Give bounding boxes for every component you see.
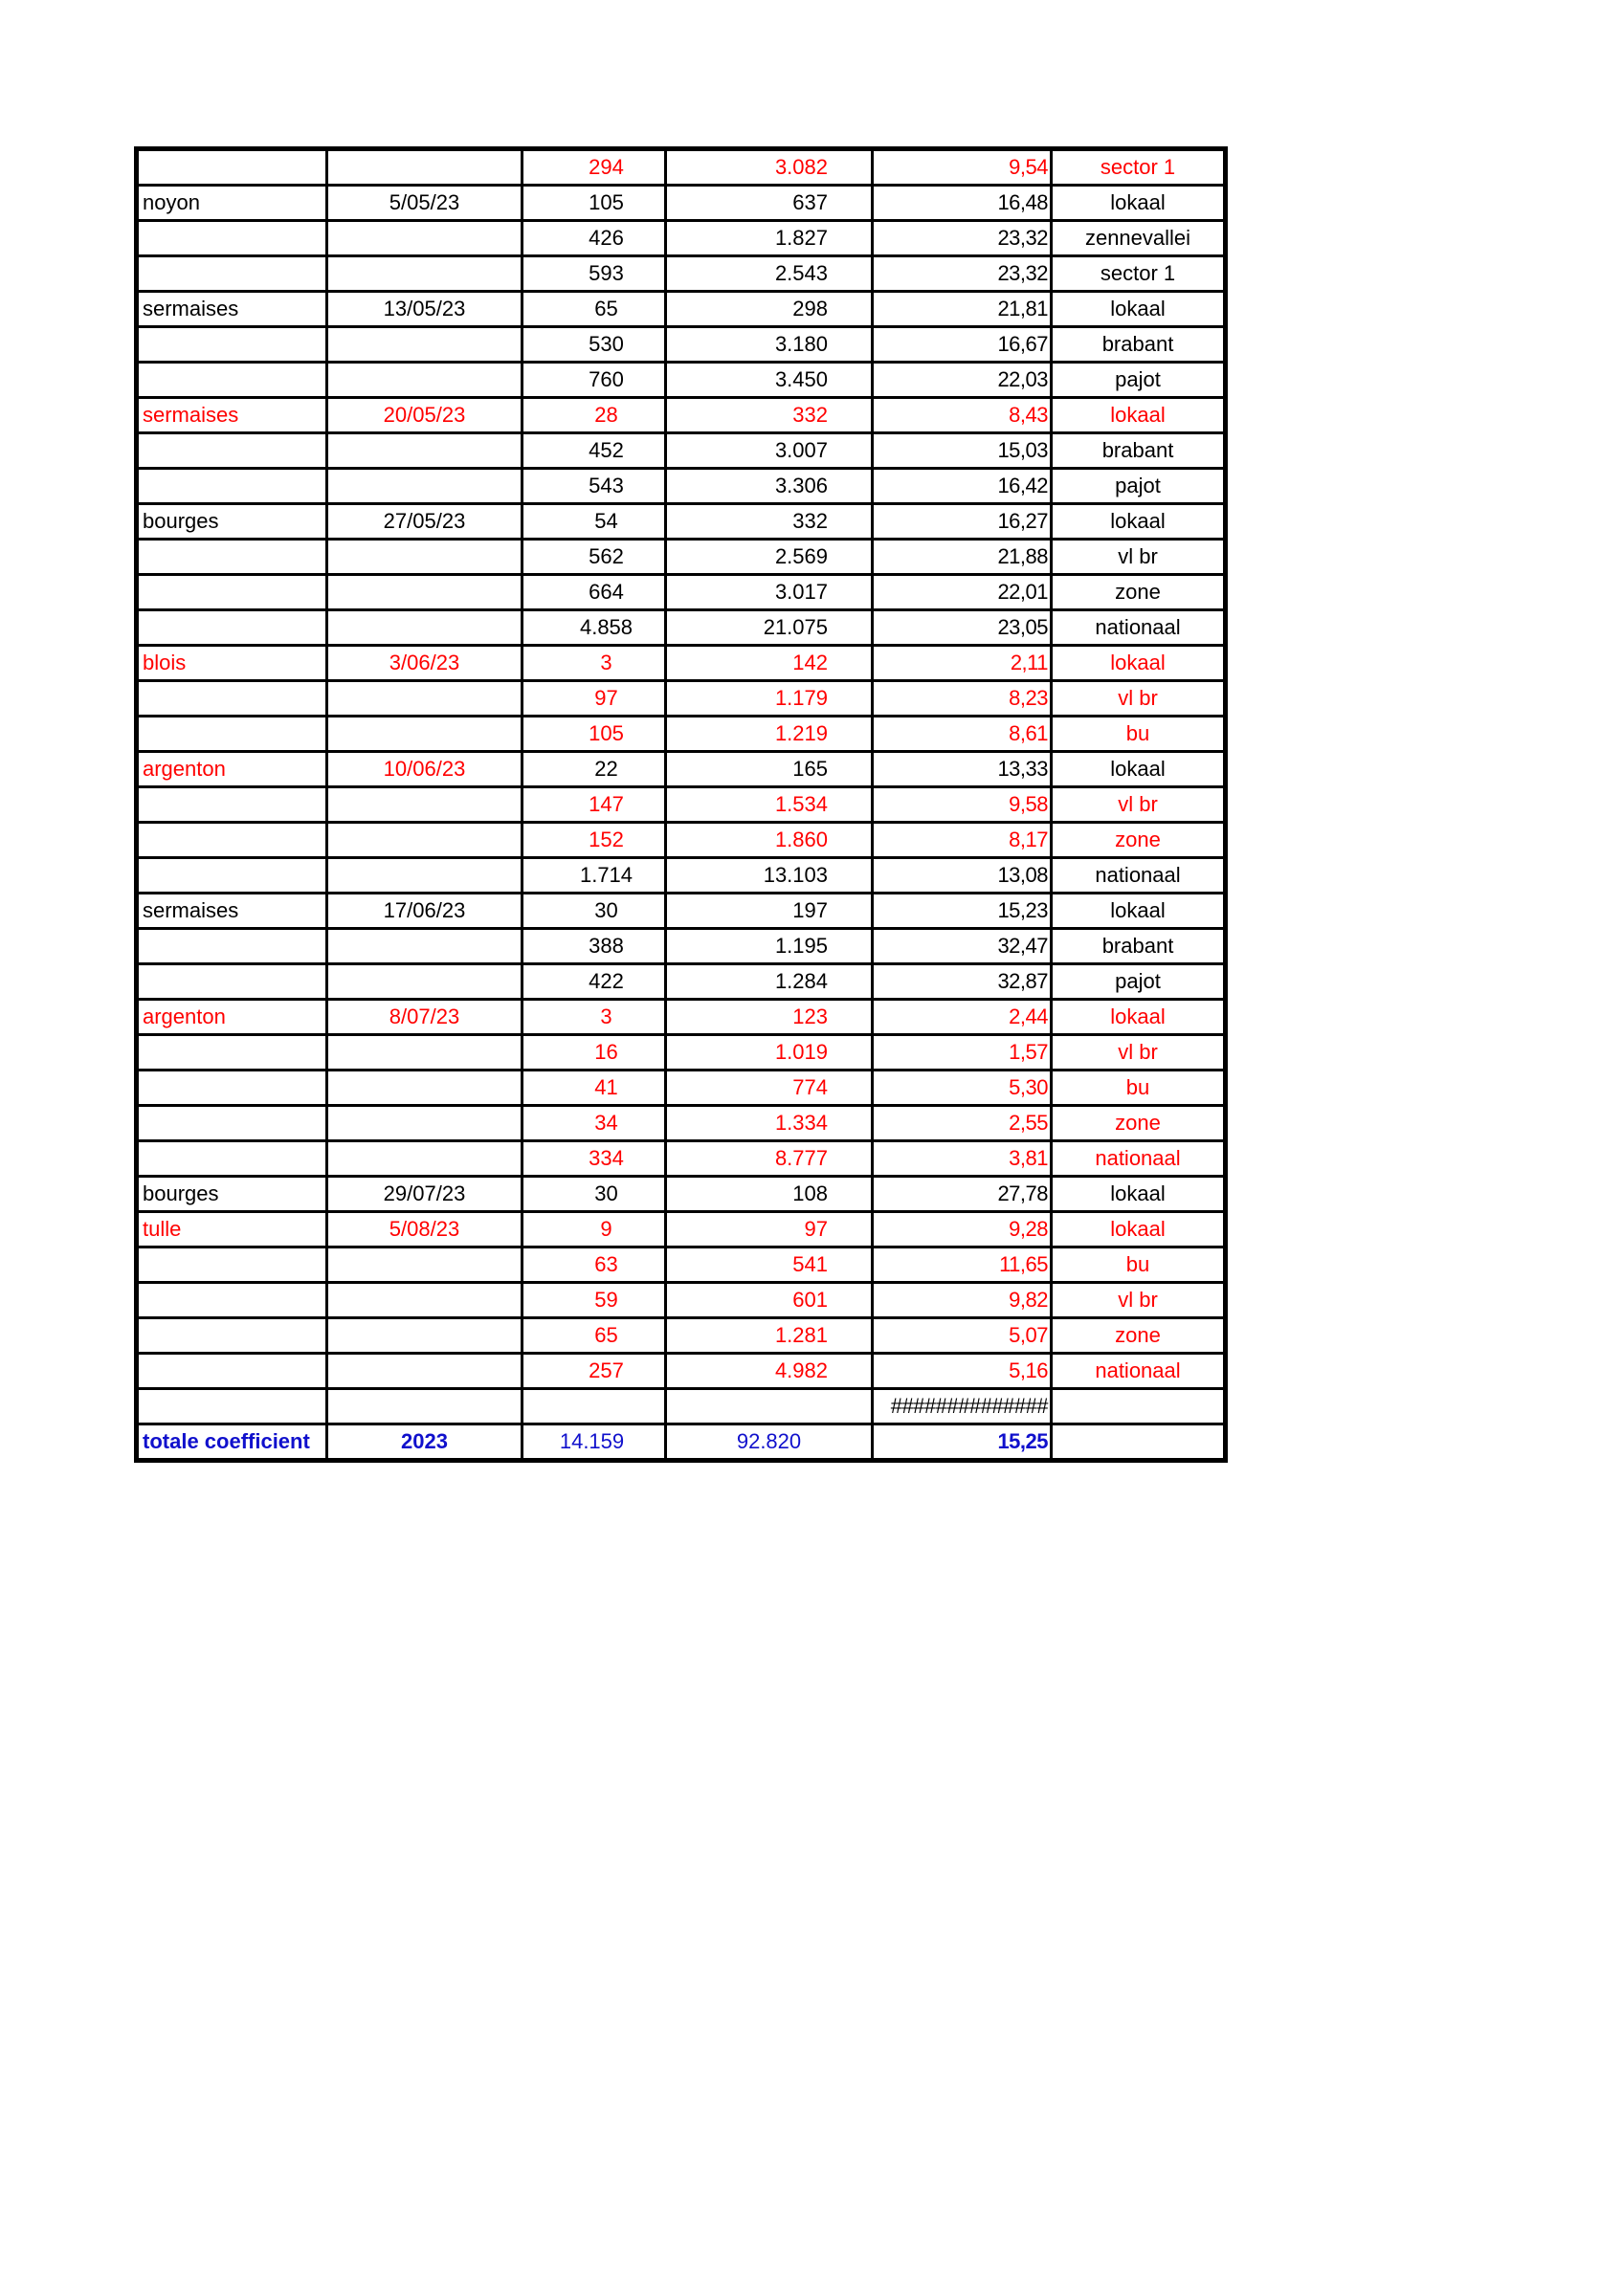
- total-cell: 197: [666, 894, 873, 929]
- table-row: [137, 540, 1226, 575]
- count-cell: 59: [522, 1283, 666, 1318]
- table-row: [137, 398, 1226, 433]
- category-cell: vl br: [1052, 1035, 1226, 1071]
- category-cell: brabant: [1052, 327, 1226, 363]
- coefficient-cell: 13,33: [873, 752, 1052, 787]
- count-cell: 257: [522, 1354, 666, 1389]
- total-cell: 774: [666, 1071, 873, 1106]
- date-cell: [327, 433, 522, 469]
- coefficient-cell: 32,47: [873, 929, 1052, 964]
- location-cell: bourges: [137, 504, 327, 540]
- total-cell: 8.777: [666, 1141, 873, 1177]
- location-cell: sermaises: [137, 398, 327, 433]
- count-cell: 63: [522, 1247, 666, 1283]
- count-cell: 105: [522, 717, 666, 752]
- table-row: [137, 504, 1226, 540]
- count-cell: 388: [522, 929, 666, 964]
- location-cell: tulle: [137, 1212, 327, 1247]
- category-cell: lokaal: [1052, 186, 1226, 221]
- table-row: [137, 433, 1226, 469]
- coefficient-cell: 15,23: [873, 894, 1052, 929]
- location-cell: [137, 787, 327, 823]
- table-row: [137, 1247, 1226, 1283]
- table-row: [137, 787, 1226, 823]
- location-cell: [137, 363, 327, 398]
- table-row: [137, 681, 1226, 717]
- category-cell: brabant: [1052, 929, 1226, 964]
- category-cell: pajot: [1052, 964, 1226, 1000]
- coefficient-cell: 5,30: [873, 1071, 1052, 1106]
- date-cell: 3/06/23: [327, 646, 522, 681]
- category-cell: nationaal: [1052, 1141, 1226, 1177]
- category-cell: vl br: [1052, 1283, 1226, 1318]
- total-cell: 13.103: [666, 858, 873, 894]
- count-cell: 530: [522, 327, 666, 363]
- total-a: 14.159: [522, 1424, 666, 1461]
- table-row: [137, 717, 1226, 752]
- coefficient-cell: 11,65: [873, 1247, 1052, 1283]
- category-cell: lokaal: [1052, 504, 1226, 540]
- coefficient-cell: 3,81: [873, 1141, 1052, 1177]
- category-cell: nationaal: [1052, 1354, 1226, 1389]
- table-row: [137, 929, 1226, 964]
- coefficient-cell: 16,27: [873, 504, 1052, 540]
- table-row: [137, 1212, 1226, 1247]
- coefficient-cell: 5,16: [873, 1354, 1052, 1389]
- total-cell: [666, 1389, 873, 1424]
- date-cell: [327, 858, 522, 894]
- location-cell: sermaises: [137, 292, 327, 327]
- category-cell: lokaal: [1052, 1000, 1226, 1035]
- location-cell: [137, 221, 327, 256]
- total-cell: 1.534: [666, 787, 873, 823]
- coefficient-cell: 8,43: [873, 398, 1052, 433]
- date-cell: [327, 1247, 522, 1283]
- category-cell: zone: [1052, 823, 1226, 858]
- coefficient-cell: 9,28: [873, 1212, 1052, 1247]
- date-cell: 13/05/23: [327, 292, 522, 327]
- date-cell: [327, 964, 522, 1000]
- count-cell: 30: [522, 1177, 666, 1212]
- date-cell: [327, 1071, 522, 1106]
- coefficient-cell: 2,55: [873, 1106, 1052, 1141]
- coefficient-cell: 5,07: [873, 1318, 1052, 1354]
- location-cell: [137, 823, 327, 858]
- location-cell: [137, 149, 327, 186]
- date-cell: [327, 1141, 522, 1177]
- category-cell: nationaal: [1052, 610, 1226, 646]
- table-row: [137, 1035, 1226, 1071]
- table-row: [137, 292, 1226, 327]
- table-row: [137, 610, 1226, 646]
- count-cell: 334: [522, 1141, 666, 1177]
- category-cell: lokaal: [1052, 894, 1226, 929]
- total-cell: 3.450: [666, 363, 873, 398]
- total-cell: 541: [666, 1247, 873, 1283]
- total-cell: 142: [666, 646, 873, 681]
- total-cell: 1.281: [666, 1318, 873, 1354]
- category-cell: nationaal: [1052, 858, 1226, 894]
- table-row: [137, 149, 1226, 186]
- table-row: [137, 1000, 1226, 1035]
- count-cell: 65: [522, 1318, 666, 1354]
- total-row: [137, 1424, 1226, 1461]
- date-cell: [327, 1354, 522, 1389]
- total-cell: 298: [666, 292, 873, 327]
- count-cell: 562: [522, 540, 666, 575]
- coefficient-cell: 21,88: [873, 540, 1052, 575]
- total-cell: 3.007: [666, 433, 873, 469]
- count-cell: 452: [522, 433, 666, 469]
- count-cell: 1.714: [522, 858, 666, 894]
- location-cell: noyon: [137, 186, 327, 221]
- location-cell: [137, 964, 327, 1000]
- count-cell: 760: [522, 363, 666, 398]
- count-cell: 105: [522, 186, 666, 221]
- location-cell: [137, 575, 327, 610]
- location-cell: argenton: [137, 752, 327, 787]
- total-label: totale coefficient: [137, 1424, 327, 1461]
- table-row: [137, 1071, 1226, 1106]
- count-cell: 9: [522, 1212, 666, 1247]
- table-row: [137, 327, 1226, 363]
- count-cell: 664: [522, 575, 666, 610]
- coefficient-cell: 22,03: [873, 363, 1052, 398]
- coefficient-cell: 16,48: [873, 186, 1052, 221]
- location-cell: [137, 858, 327, 894]
- table-row: [137, 646, 1226, 681]
- count-cell: 41: [522, 1071, 666, 1106]
- total-cell: 123: [666, 1000, 873, 1035]
- coefficient-cell: 21,81: [873, 292, 1052, 327]
- total-year: 2023: [327, 1424, 522, 1461]
- count-cell: 54: [522, 504, 666, 540]
- category-cell: brabant: [1052, 433, 1226, 469]
- table-row: [137, 823, 1226, 858]
- location-cell: [137, 1389, 327, 1424]
- total-cell: 1.284: [666, 964, 873, 1000]
- total-cell: 601: [666, 1283, 873, 1318]
- coefficient-cell: 23,05: [873, 610, 1052, 646]
- total-cell: 1.334: [666, 1106, 873, 1141]
- category-cell: zennevallei: [1052, 221, 1226, 256]
- location-cell: [137, 929, 327, 964]
- date-cell: [327, 1389, 522, 1424]
- location-cell: [137, 610, 327, 646]
- table-row: [137, 894, 1226, 929]
- location-cell: argenton: [137, 1000, 327, 1035]
- category-cell: vl br: [1052, 787, 1226, 823]
- date-cell: [327, 1035, 522, 1071]
- category-cell: sector 1: [1052, 256, 1226, 292]
- count-cell: 97: [522, 681, 666, 717]
- location-cell: [137, 1283, 327, 1318]
- results-table-body: [137, 149, 1226, 1424]
- coefficient-cell: 23,32: [873, 221, 1052, 256]
- category-cell: lokaal: [1052, 398, 1226, 433]
- total-cell: 108: [666, 1177, 873, 1212]
- category-cell: bu: [1052, 1071, 1226, 1106]
- category-cell: bu: [1052, 1247, 1226, 1283]
- count-cell: 422: [522, 964, 666, 1000]
- count-cell: 22: [522, 752, 666, 787]
- date-cell: [327, 929, 522, 964]
- category-cell: vl br: [1052, 681, 1226, 717]
- coefficient-cell: 9,58: [873, 787, 1052, 823]
- table-row: [137, 363, 1226, 398]
- date-cell: 17/06/23: [327, 894, 522, 929]
- table-row: [137, 1106, 1226, 1141]
- total-cell: 1.195: [666, 929, 873, 964]
- total-cell: 3.180: [666, 327, 873, 363]
- total-cell: 3.017: [666, 575, 873, 610]
- results-table: [134, 146, 1228, 1463]
- count-cell: 3: [522, 1000, 666, 1035]
- total-b: 92.820: [666, 1424, 873, 1461]
- count-cell: 426: [522, 221, 666, 256]
- category-cell: bu: [1052, 717, 1226, 752]
- table-row: [137, 1141, 1226, 1177]
- total-cell: 1.827: [666, 221, 873, 256]
- date-cell: [327, 540, 522, 575]
- coefficient-cell: ##############: [873, 1389, 1052, 1424]
- date-cell: [327, 1318, 522, 1354]
- location-cell: bourges: [137, 1177, 327, 1212]
- category-cell: zone: [1052, 575, 1226, 610]
- date-cell: 5/08/23: [327, 1212, 522, 1247]
- total-cell: 97: [666, 1212, 873, 1247]
- coefficient-cell: 9,82: [873, 1283, 1052, 1318]
- total-cell: 1.860: [666, 823, 873, 858]
- coefficient-cell: 22,01: [873, 575, 1052, 610]
- table-row: [137, 221, 1226, 256]
- coefficient-cell: 16,67: [873, 327, 1052, 363]
- table-row: [137, 1283, 1226, 1318]
- category-cell: [1052, 1389, 1226, 1424]
- category-cell: lokaal: [1052, 1177, 1226, 1212]
- count-cell: 16: [522, 1035, 666, 1071]
- location-cell: [137, 1071, 327, 1106]
- date-cell: [327, 823, 522, 858]
- total-cell: 332: [666, 504, 873, 540]
- category-cell: lokaal: [1052, 752, 1226, 787]
- coefficient-cell: 15,03: [873, 433, 1052, 469]
- count-cell: 3: [522, 646, 666, 681]
- table-row: [137, 1389, 1226, 1424]
- date-cell: [327, 610, 522, 646]
- date-cell: 29/07/23: [327, 1177, 522, 1212]
- location-cell: blois: [137, 646, 327, 681]
- date-cell: [327, 1283, 522, 1318]
- location-cell: [137, 1141, 327, 1177]
- location-cell: [137, 1247, 327, 1283]
- date-cell: [327, 787, 522, 823]
- total-cell: 3.082: [666, 149, 873, 186]
- total-coefficient: 15,25: [873, 1424, 1052, 1461]
- category-cell: vl br: [1052, 540, 1226, 575]
- location-cell: [137, 681, 327, 717]
- count-cell: 147: [522, 787, 666, 823]
- date-cell: 5/05/23: [327, 186, 522, 221]
- count-cell: 294: [522, 149, 666, 186]
- total-cell: 165: [666, 752, 873, 787]
- date-cell: [327, 469, 522, 504]
- location-cell: [137, 540, 327, 575]
- location-cell: sermaises: [137, 894, 327, 929]
- category-cell: zone: [1052, 1106, 1226, 1141]
- coefficient-cell: 8,23: [873, 681, 1052, 717]
- date-cell: 27/05/23: [327, 504, 522, 540]
- table-row: [137, 964, 1226, 1000]
- category-cell: lokaal: [1052, 292, 1226, 327]
- count-cell: 65: [522, 292, 666, 327]
- total-category: [1052, 1424, 1226, 1461]
- count-cell: 593: [522, 256, 666, 292]
- coefficient-cell: 2,44: [873, 1000, 1052, 1035]
- date-cell: 20/05/23: [327, 398, 522, 433]
- total-cell: 332: [666, 398, 873, 433]
- coefficient-cell: 8,61: [873, 717, 1052, 752]
- coefficient-cell: 1,57: [873, 1035, 1052, 1071]
- table-row: [137, 1354, 1226, 1389]
- total-cell: 3.306: [666, 469, 873, 504]
- location-cell: [137, 1318, 327, 1354]
- category-cell: zone: [1052, 1318, 1226, 1354]
- date-cell: 10/06/23: [327, 752, 522, 787]
- coefficient-cell: 2,11: [873, 646, 1052, 681]
- coefficient-cell: 27,78: [873, 1177, 1052, 1212]
- total-cell: 2.569: [666, 540, 873, 575]
- date-cell: [327, 575, 522, 610]
- table-row: [137, 575, 1226, 610]
- coefficient-cell: 32,87: [873, 964, 1052, 1000]
- total-cell: 2.543: [666, 256, 873, 292]
- location-cell: [137, 469, 327, 504]
- coefficient-cell: 23,32: [873, 256, 1052, 292]
- total-cell: 1.179: [666, 681, 873, 717]
- total-cell: 637: [666, 186, 873, 221]
- category-cell: lokaal: [1052, 1212, 1226, 1247]
- date-cell: [327, 221, 522, 256]
- total-cell: 1.219: [666, 717, 873, 752]
- table-row: [137, 752, 1226, 787]
- date-cell: [327, 327, 522, 363]
- count-cell: [522, 1389, 666, 1424]
- coefficient-cell: 9,54: [873, 149, 1052, 186]
- total-cell: 21.075: [666, 610, 873, 646]
- location-cell: [137, 256, 327, 292]
- date-cell: [327, 256, 522, 292]
- table-row: [137, 186, 1226, 221]
- table-row: [137, 858, 1226, 894]
- category-cell: pajot: [1052, 469, 1226, 504]
- count-cell: 4.858: [522, 610, 666, 646]
- count-cell: 28: [522, 398, 666, 433]
- count-cell: 543: [522, 469, 666, 504]
- location-cell: [137, 1035, 327, 1071]
- count-cell: 30: [522, 894, 666, 929]
- location-cell: [137, 327, 327, 363]
- category-cell: lokaal: [1052, 646, 1226, 681]
- location-cell: [137, 433, 327, 469]
- date-cell: [327, 149, 522, 186]
- table-row: [137, 1318, 1226, 1354]
- table-row: [137, 469, 1226, 504]
- category-cell: sector 1: [1052, 149, 1226, 186]
- count-cell: 152: [522, 823, 666, 858]
- coefficient-cell: 8,17: [873, 823, 1052, 858]
- date-cell: [327, 681, 522, 717]
- table-row: [137, 256, 1226, 292]
- coefficient-cell: 13,08: [873, 858, 1052, 894]
- date-cell: [327, 1106, 522, 1141]
- date-cell: [327, 717, 522, 752]
- count-cell: 34: [522, 1106, 666, 1141]
- table-row: [137, 1177, 1226, 1212]
- total-cell: 1.019: [666, 1035, 873, 1071]
- date-cell: 8/07/23: [327, 1000, 522, 1035]
- location-cell: [137, 1106, 327, 1141]
- date-cell: [327, 363, 522, 398]
- location-cell: [137, 1354, 327, 1389]
- coefficient-cell: 16,42: [873, 469, 1052, 504]
- category-cell: pajot: [1052, 363, 1226, 398]
- location-cell: [137, 717, 327, 752]
- total-cell: 4.982: [666, 1354, 873, 1389]
